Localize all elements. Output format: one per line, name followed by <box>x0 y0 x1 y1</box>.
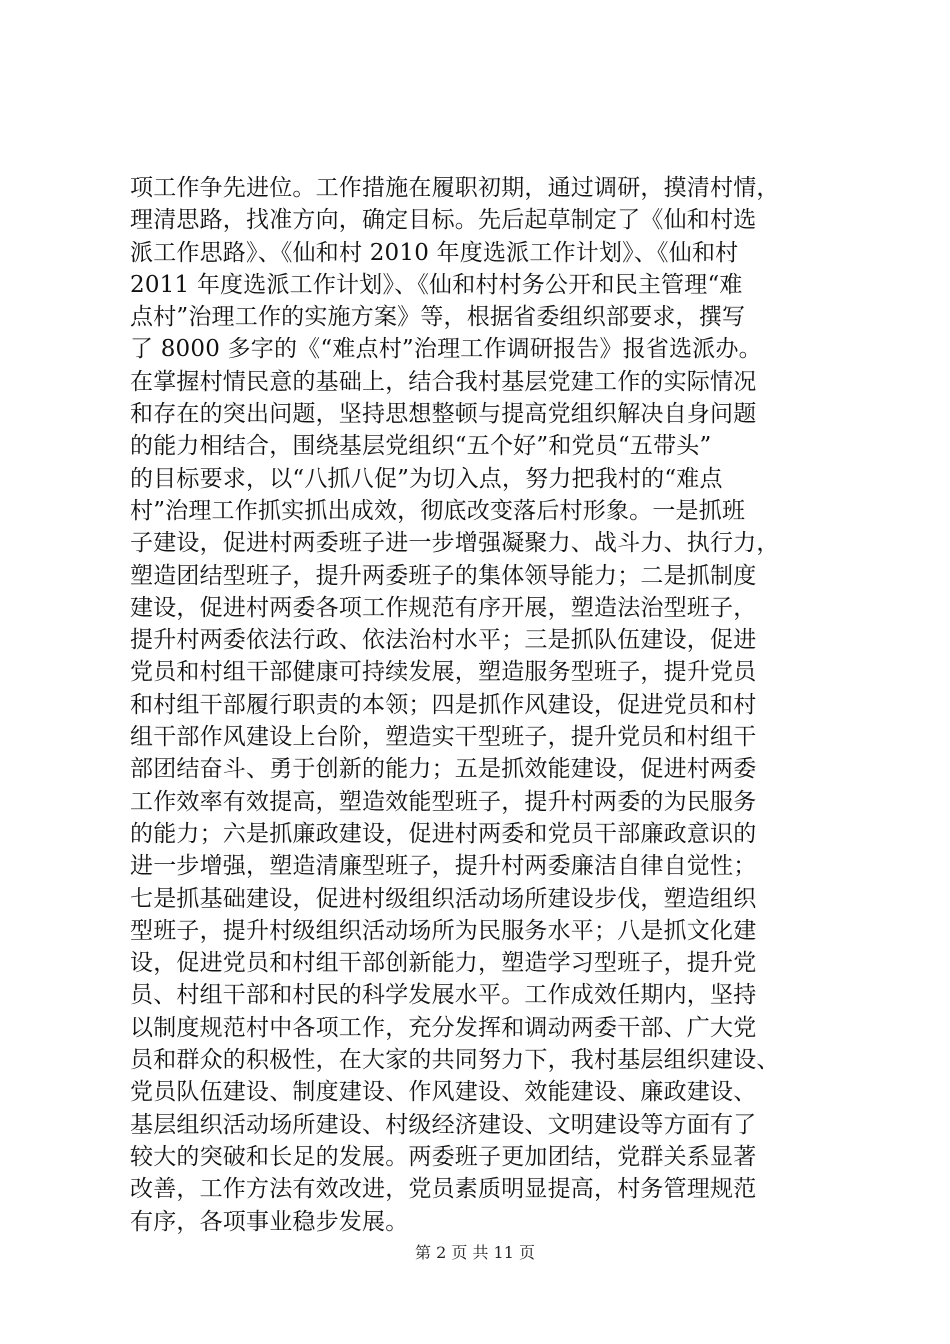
text-line: 的目标要求，以“八抓八促”为切入点，努力把我村的“难点 <box>130 465 723 492</box>
text-line: 有序，各项事业稳步发展。 <box>130 1208 409 1235</box>
text-line: 村”治理工作抓实抓出成效，彻底改变落后村形象。一是抓班 <box>130 497 746 524</box>
text-line: 进一步增强，塑造清廉型班子，提升村两委廉洁自律自觉性； <box>130 853 757 880</box>
text-line: 员和群众的积极性，在大家的共同努力下，我村基层组织建设、 <box>130 1047 780 1074</box>
text-line: 设，促进党员和村组干部创新能力，塑造学习型班子，提升党 <box>130 950 757 977</box>
text-line: 的能力；六是抓廉政建设，促进村两委和党员干部廉政意识的 <box>130 820 757 847</box>
text-line: 以制度规范村中各项工作，充分发挥和调动两委干部、广大党 <box>130 1014 757 1041</box>
text-line: 型班子，提升村级组织活动场所为民服务水平；八是抓文化建 <box>130 917 757 944</box>
text-line: 理清思路，找准方向，确定目标。先后起草制定了《仙和村选 <box>130 207 757 234</box>
text-line: 点村”治理工作的实施方案》等，根据省委组织部要求，撰写 <box>130 304 746 331</box>
text-line: 建设，促进村两委各项工作规范有序开展，塑造法治型班子， <box>130 594 757 621</box>
text-line: 基层组织活动场所建设、村级经济建设、文明建设等方面有了 <box>130 1111 757 1138</box>
text-line: 和村组干部履行职责的本领；四是抓作风建设，促进党员和村 <box>130 691 757 718</box>
text-line: 工作效率有效提高，塑造效能型班子，提升村两委的为民服务 <box>130 788 757 815</box>
body-text <box>130 172 850 1238</box>
text-line: 派工作思路》、《仙和村 2010 年度选派工作计划》、《仙和村 <box>130 239 739 266</box>
text-line: 改善，工作方法有效改进，党员素质明显提高，村务管理规范 <box>130 1176 757 1203</box>
text-line: 党员队伍建设、制度建设、作风建设、效能建设、廉政建设、 <box>130 1079 757 1106</box>
text-line: 子建设，促进村两委班子进一步增强凝聚力、战斗力、执行力， <box>130 530 780 557</box>
page-number-footer: 第 2 页 共 11 页 <box>415 1243 535 1262</box>
text-line: 和存在的突出问题，坚持思想整顿与提高党组织解决自身问题 <box>130 401 757 428</box>
text-line: 组干部作风建设上台阶，塑造实干型班子，提升党员和村组干 <box>130 724 757 751</box>
text-line: 在掌握村情民意的基础上，结合我村基层党建工作的实际情况 <box>130 368 757 395</box>
text-line: 较大的突破和长足的发展。两委班子更加团结，党群关系显著 <box>130 1143 757 1170</box>
text-line: 项工作争先进位。工作措施在履职初期，通过调研，摸清村情， <box>130 175 780 201</box>
text-line: 2011 年度选派工作计划》、《仙和村村务公开和民主管理“难 <box>130 271 743 298</box>
text-line: 塑造团结型班子，提升两委班子的集体领导能力；二是抓制度 <box>130 562 757 589</box>
text-line: 党员和村组干部健康可持续发展，塑造服务型班子，提升党员 <box>130 659 757 686</box>
text-line: 提升村两委依法行政、依法治村水平；三是抓队伍建设，促进 <box>130 627 757 654</box>
text-line: 七是抓基础建设，促进村级组织活动场所建设步伐，塑造组织 <box>130 885 757 912</box>
text-line: 员、村组干部和村民的科学发展水平。工作成效任期内，坚持 <box>130 982 757 1009</box>
text-line: 部团结奋斗、勇于创新的能力；五是抓效能建设，促进村两委 <box>130 756 757 783</box>
text-line: 的能力相结合，围绕基层党组织“五个好”和党员“五带头” <box>130 433 712 460</box>
text-line: 了 8000 多字的《“难点村”治理工作调研报告》报省选派办。 <box>130 336 762 363</box>
